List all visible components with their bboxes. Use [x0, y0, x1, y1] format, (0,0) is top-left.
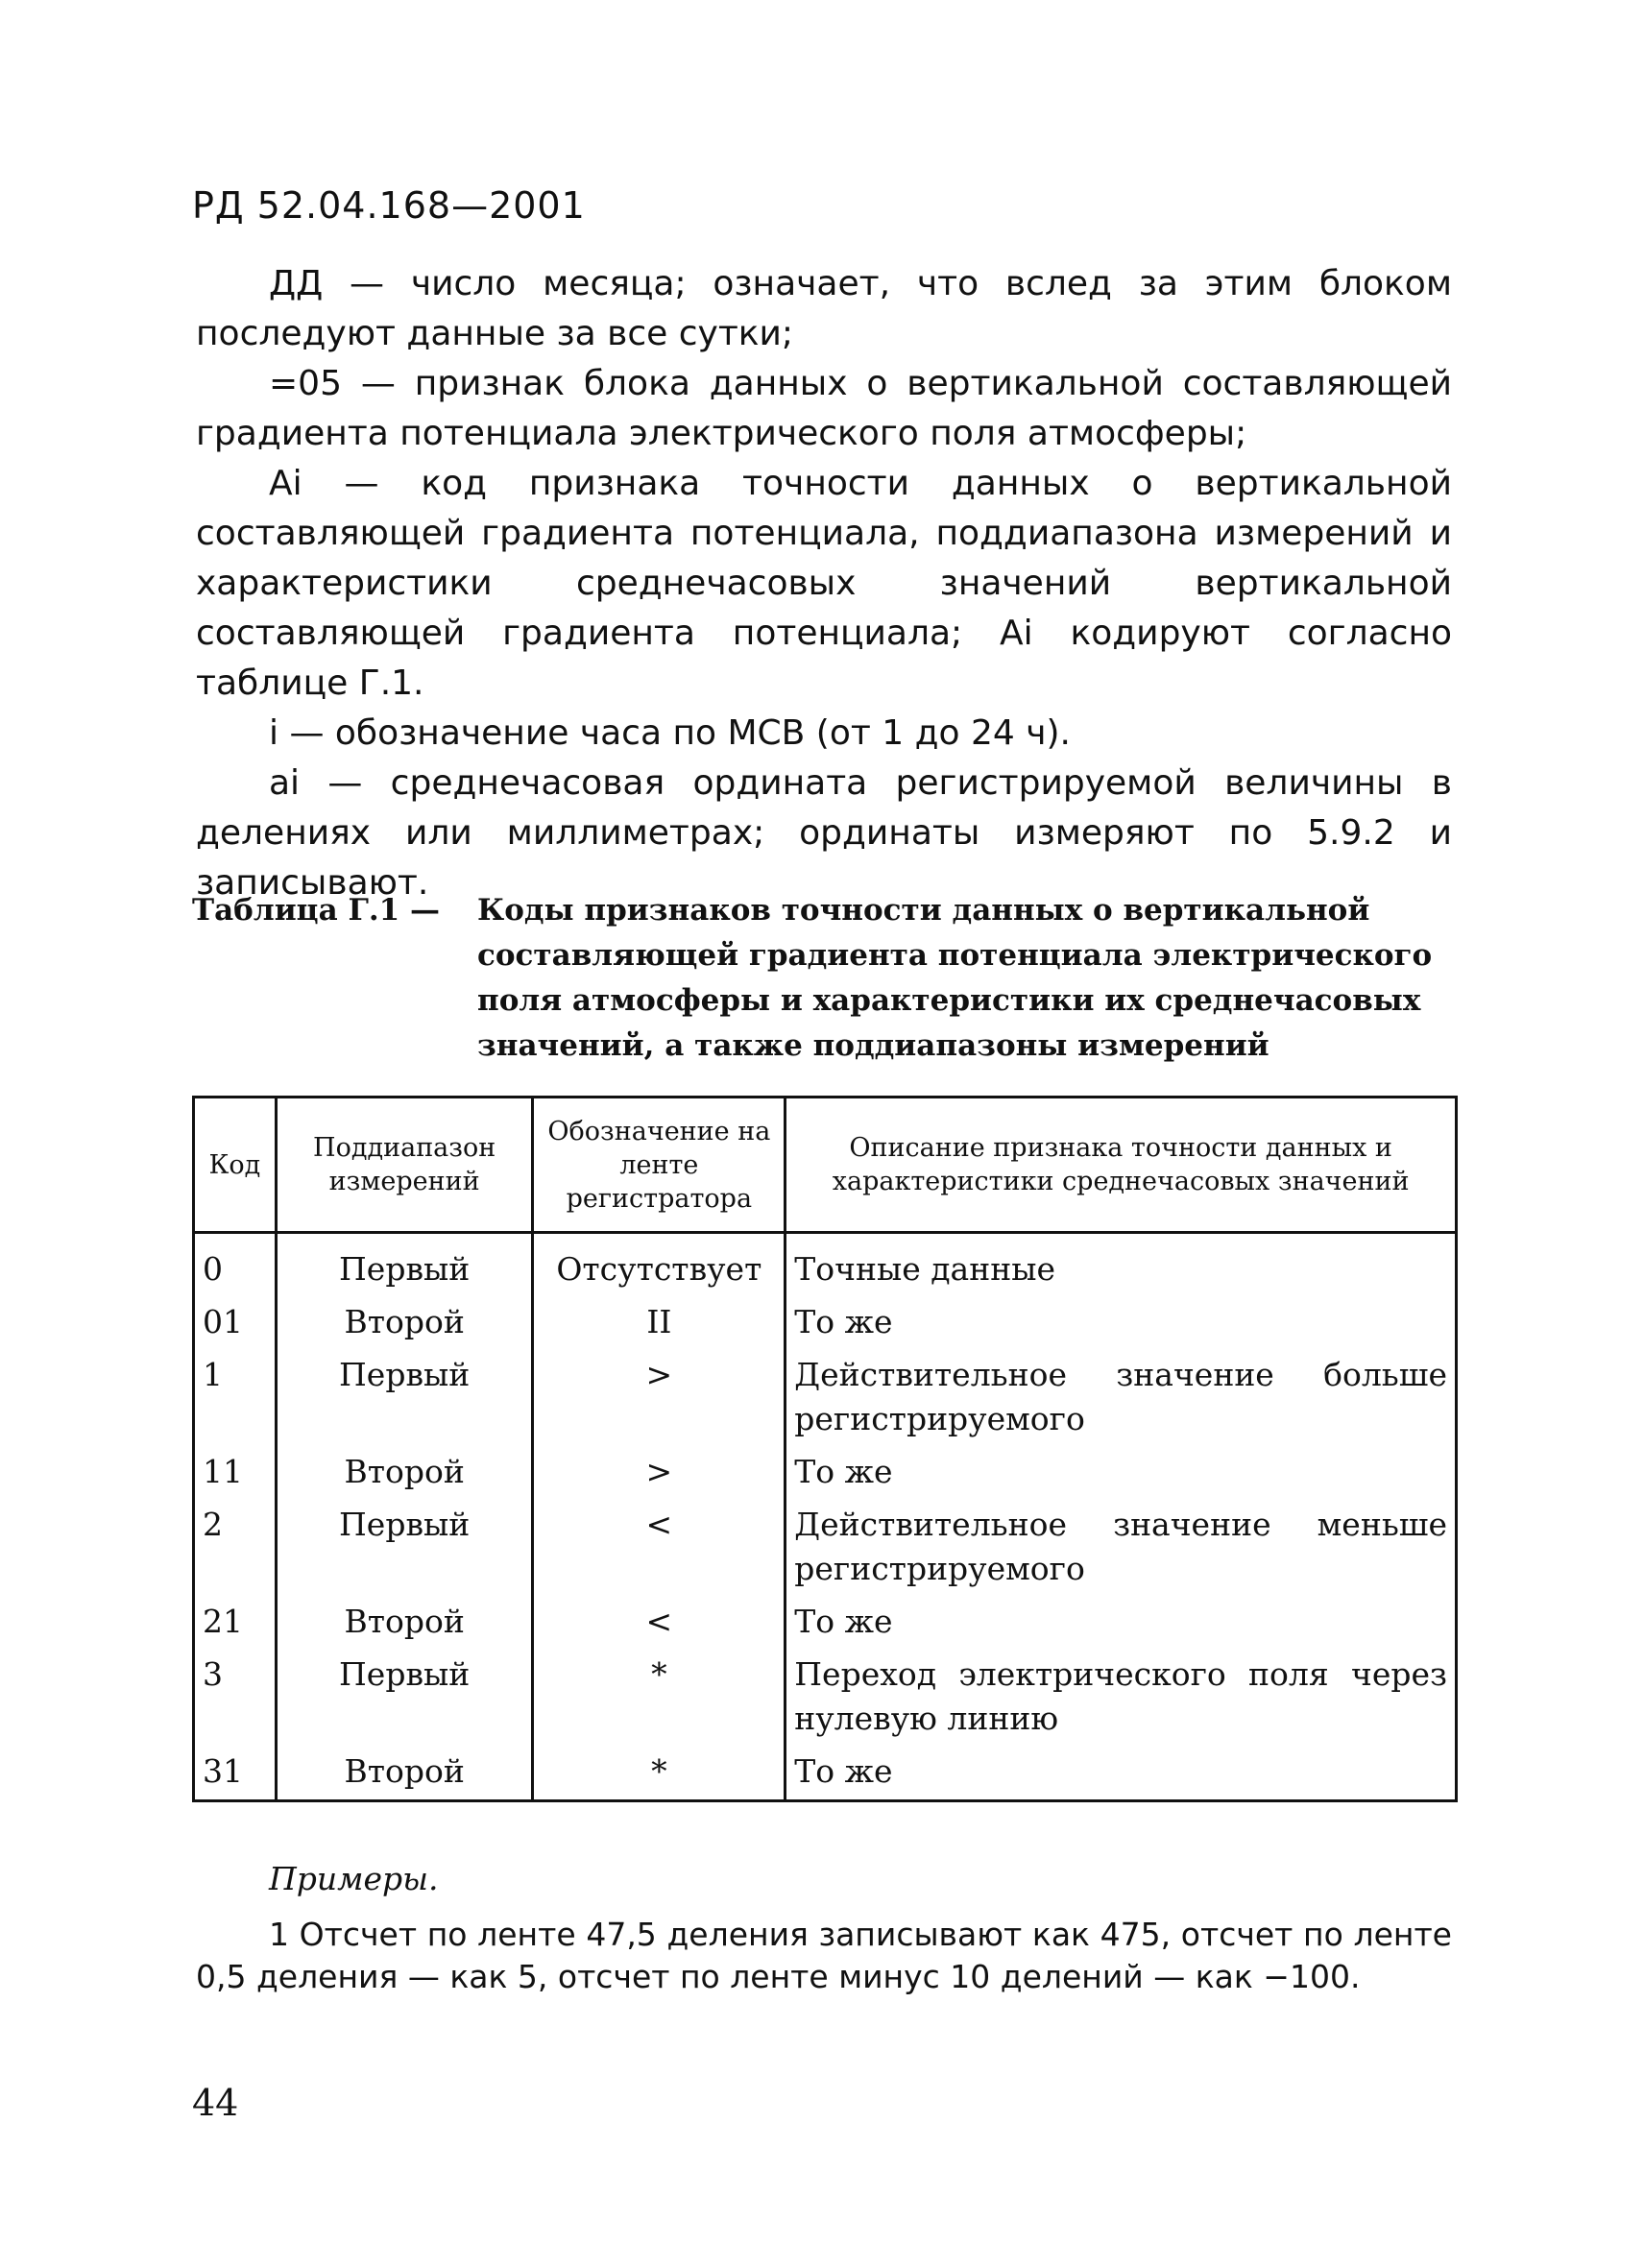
cell-mark: * — [533, 1647, 786, 1744]
document-id-header: РД 52.04.168—2001 — [192, 184, 586, 227]
cell-code: 0 — [194, 1233, 277, 1295]
page-number: 44 — [192, 2082, 239, 2124]
cell-range: Второй — [276, 1294, 533, 1347]
cell-mark: < — [533, 1594, 786, 1647]
table-row — [194, 1744, 1457, 1801]
table-row — [194, 1594, 1457, 1647]
cell-range: Первый — [276, 1233, 533, 1295]
cell-range: Первый — [276, 1647, 533, 1744]
table-row — [194, 1647, 1457, 1744]
cell-code: 31 — [194, 1744, 277, 1801]
cell-mark: > — [533, 1347, 786, 1444]
table-header-row — [194, 1098, 1457, 1233]
cell-mark: < — [533, 1497, 786, 1594]
table-row — [194, 1497, 1457, 1594]
cell-code: 21 — [194, 1594, 277, 1647]
definition-ai-ordinate: ai — среднечасовая ордината регистрируемой величины в делениях или миллиметрах; ординаты измеряют по 5.9.2 и записывают. — [196, 763, 1452, 903]
header-desc: Описание признака точности данных и характеристики среднечасовых значений — [786, 1098, 1457, 1233]
cell-mark: Отсутствует — [533, 1233, 786, 1295]
cell-range: Первый — [276, 1347, 533, 1444]
table-row — [194, 1294, 1457, 1347]
definition-dd: ДД — число месяца; означает, что вслед за этим блоком последуют данные за все сутки; — [196, 264, 1452, 353]
cell-code: 1 — [194, 1347, 277, 1444]
cell-desc: Переход электрического поля через нулевую линию — [786, 1647, 1457, 1744]
cell-range: Второй — [276, 1744, 533, 1801]
cell-desc: То же — [786, 1444, 1457, 1497]
table-row — [194, 1347, 1457, 1444]
cell-range: Первый — [276, 1497, 533, 1594]
cell-desc: То же — [786, 1594, 1457, 1647]
cell-desc: Действительное значение больше регистрируемого — [786, 1347, 1457, 1444]
cell-code: 01 — [194, 1294, 277, 1347]
cell-mark: II — [533, 1294, 786, 1347]
cell-desc: То же — [786, 1294, 1457, 1347]
cell-desc: Точные данные — [786, 1233, 1457, 1295]
cell-range: Второй — [276, 1444, 533, 1497]
cell-desc: То же — [786, 1744, 1457, 1801]
cell-range: Второй — [276, 1594, 533, 1647]
header-mark: Обозначение на ленте регистратора — [533, 1098, 786, 1233]
definition-05: =05 — признак блока данных о вертикальной составляющей градиента потенциала электрического поля атмосферы; — [196, 364, 1452, 453]
examples-label: Примеры. — [269, 1860, 439, 1897]
cell-mark: > — [533, 1444, 786, 1497]
cell-code: 2 — [194, 1497, 277, 1594]
cell-code: 11 — [194, 1444, 277, 1497]
codes-table — [192, 1096, 1458, 1802]
cell-mark: * — [533, 1744, 786, 1801]
body-text — [196, 259, 1452, 908]
header-range: Поддиапазон измерений — [276, 1098, 533, 1233]
definition-i: i — обозначение часа по МСВ (от 1 до 24 ч). — [269, 713, 1071, 753]
header-code: Код — [194, 1098, 277, 1233]
cell-code: 3 — [194, 1647, 277, 1744]
example-1: 1 Отсчет по ленте 47,5 деления записывают как 475, отсчет по ленте 0,5 деления — как 5, отсчет по ленте минус 10 делений — как −100. — [196, 1916, 1452, 1995]
table-row — [194, 1444, 1457, 1497]
table-caption-title: Коды признаков точности данных о вертикальной составляющей градиента потенциала электрического поля атмосферы и характеристики их среднечасовых значений, а также поддиапазоны измерений — [477, 893, 1433, 1063]
definition-ai-code: Ai — код признака точности данных о вертикальной составляющей градиента потенциала, поддиапазона измерений и характеристики среднечасовых значений вертикальной составляющей градиента потенциала; Ai кодируют согласно таблице Г.1. — [196, 464, 1452, 703]
table-row — [194, 1233, 1457, 1295]
cell-desc: Действительное значение меньше регистрируемого — [786, 1497, 1457, 1594]
examples-section — [196, 1858, 1452, 1998]
table-caption-prefix: Таблица Г.1 — — [192, 893, 441, 928]
